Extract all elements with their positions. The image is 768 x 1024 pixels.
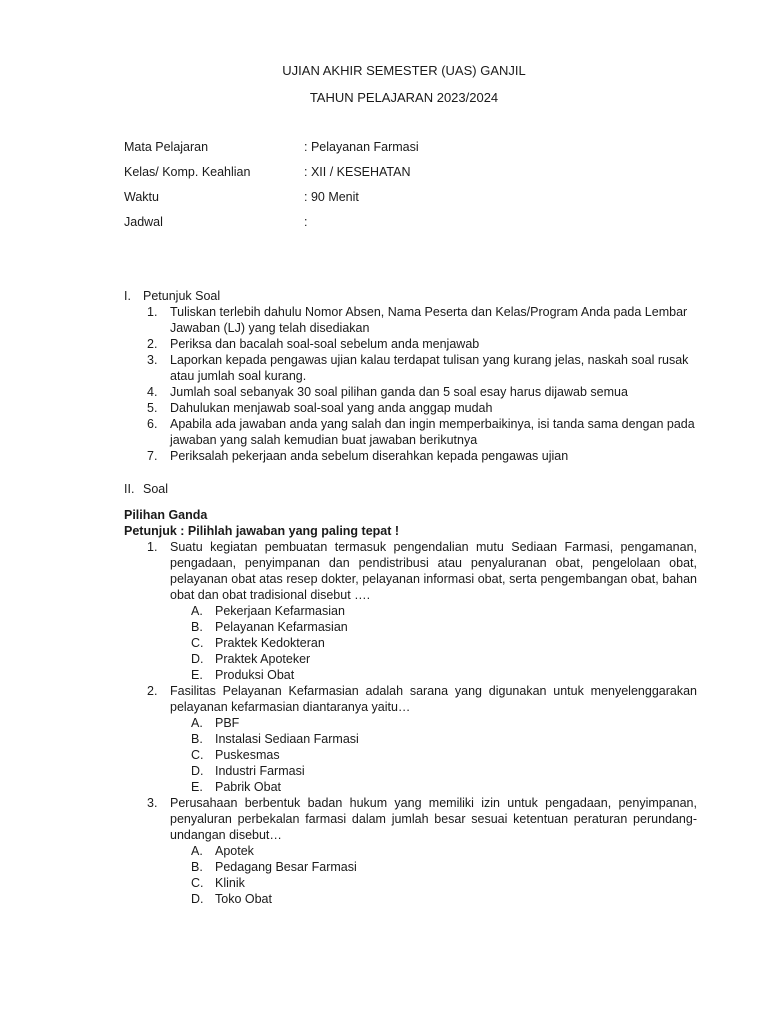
option-letter: A. [191, 716, 203, 730]
answer-option [124, 651, 697, 667]
answer-option [124, 891, 697, 907]
answer-option [124, 859, 697, 875]
list-item: 3. Laporkan kepada pengawas ujian kalau terdapat tulisan yang kurang jelas, naskah soal rusak atau jumlah soal kurang. [147, 353, 689, 383]
section-number: I. [124, 289, 131, 303]
option-text: Apotek [215, 844, 254, 858]
academic-year: TAHUN PELAJARAN 2023/2024 [309, 90, 499, 105]
info-label: Mata Pelajaran [124, 140, 209, 154]
question-number: 3. [147, 796, 158, 810]
answer-option [124, 875, 697, 891]
question-item [124, 539, 697, 683]
info-label: Jadwal [124, 215, 163, 229]
answer-option [124, 667, 697, 683]
question-text: Perusahaan berbentuk badan hukum yang memiliki izin untuk pengadaan, penyimpanan, penyaluran perbekalan farmasi dalam jumlah besar sesuai ketentuan peraturan perundang-undangan disebut… [170, 796, 697, 842]
section-title: Petunjuk Soal [143, 289, 221, 303]
option-letter: A. [191, 604, 203, 618]
question-text: Fasilitas Pelayanan Kefarmasian adalah sarana yang digunakan untuk menyelenggarakan pelayanan kefarmasian diantaranya yaitu… [170, 684, 697, 714]
option-list [170, 603, 697, 683]
info-value: : [304, 215, 308, 229]
option-text: Industri Farmasi [215, 764, 305, 778]
option-text: Puskesmas [215, 748, 280, 762]
instruction-text: Periksa dan bacalah soal-soal sebelum anda menjawab [170, 337, 480, 351]
answer-option [124, 731, 697, 747]
instruction-text: Dahulukan menjawab soal-soal yang anda anggap mudah [170, 401, 493, 415]
answer-option [124, 779, 697, 795]
list-item: 4. Jumlah soal sebanyak 30 soal pilihan ganda dan 5 soal esay harus dijawab semua [147, 385, 628, 399]
instruction-text: Jumlah soal sebanyak 30 soal pilihan ganda dan 5 soal esay harus dijawab semua [170, 385, 628, 399]
multiple-choice-heading: Pilihan Ganda [124, 508, 208, 522]
option-text: Instalasi Sediaan Farmasi [215, 732, 359, 746]
section-number: II. [124, 482, 135, 496]
section-title: Soal [143, 482, 169, 496]
instruction-text: Tuliskan terlebih dahulu Nomor Absen, Nama Peserta dan Kelas/Program Anda pada Lembar Jawaban (LJ) yang telah disediakan [170, 305, 688, 335]
instructions-section [124, 288, 697, 464]
section-heading [124, 288, 697, 304]
info-label: Waktu [124, 190, 159, 204]
list-item: 5. Dahulukan menjawab soal-soal yang anda anggap mudah [147, 401, 493, 415]
option-text: Pelayanan Kefarmasian [215, 620, 348, 634]
option-list [170, 715, 697, 795]
list-item: 7. Periksalah pekerjaan anda sebelum diserahkan kepada pengawas ujian [147, 449, 569, 463]
answer-option [124, 635, 697, 651]
option-list [170, 843, 697, 907]
option-text: Pedagang Besar Farmasi [215, 860, 357, 874]
answer-option [124, 715, 697, 731]
option-text: Pabrik Obat [215, 780, 282, 794]
option-text: Produksi Obat [215, 668, 295, 682]
list-item: 6. Apabila ada jawaban anda yang salah dan ingin memperbaikinya, isi tanda sama dengan pada jawaban yang salah kemudian buat jawaban berikutnya [147, 417, 695, 447]
option-text: Toko Obat [215, 892, 272, 906]
question-text: Suatu kegiatan pembuatan termasuk pengendalian mutu Sediaan Farmasi, pengamanan, pengadaan, penyimpanan dan pendistribusi atau penyaluranan obat, pengelolaan obat, pelayanan obat atas resep dokter, pelayanan informasi obat, serta pengembangan obat, bahan obat dan obat tradisional disebut …. [170, 540, 697, 602]
question-item [124, 683, 697, 795]
answer-option [124, 603, 697, 619]
option-letter: B. [191, 620, 203, 634]
option-text: Klinik [215, 876, 245, 890]
instruction-text: Laporkan kepada pengawas ujian kalau terdapat tulisan yang kurang jelas, naskah soal rusak atau jumlah soal kurang. [170, 353, 689, 383]
instruction-list [124, 304, 697, 464]
instruction-text: Periksalah pekerjaan anda sebelum diserahkan kepada pengawas ujian [170, 449, 569, 463]
option-letter: D. [191, 892, 204, 906]
answer-directive: Petunjuk : Pilihlah jawaban yang paling tepat ! [124, 524, 400, 538]
info-value: : Pelayanan Farmasi [304, 140, 419, 154]
exam-title: UJIAN AKHIR SEMESTER (UAS) GANJIL [282, 63, 526, 78]
answer-option [124, 619, 697, 635]
option-text: Pekerjaan Kefarmasian [215, 604, 345, 618]
option-letter: D. [191, 764, 204, 778]
answer-option [124, 747, 697, 763]
option-letter: E. [191, 780, 203, 794]
option-letter: B. [191, 732, 203, 746]
info-value: : 90 Menit [304, 190, 359, 204]
section-heading [124, 481, 697, 497]
option-letter: C. [191, 876, 204, 890]
question-list [124, 539, 697, 907]
option-letter: C. [191, 748, 204, 762]
option-text: Praktek Apoteker [215, 652, 311, 666]
list-item: 1. Tuliskan terlebih dahulu Nomor Absen, Nama Peserta dan Kelas/Program Anda pada Lembar Jawaban (LJ) yang telah disediakan [147, 305, 688, 335]
questions-section [124, 481, 697, 907]
answer-option [124, 763, 697, 779]
info-label: Kelas/ Komp. Keahlian [124, 165, 251, 179]
question-item [124, 795, 697, 907]
question-number: 2. [147, 684, 158, 698]
instruction-text: Apabila ada jawaban anda yang salah dan ingin memperbaikinya, isi tanda sama dengan pada jawaban yang salah kemudian buat jawaban berikutnya [170, 417, 695, 447]
list-item: 2. Periksa dan bacalah soal-soal sebelum anda menjawab [147, 337, 480, 351]
option-text: PBF [215, 716, 240, 730]
info-value: : XII / KESEHATAN [304, 165, 411, 179]
answer-option [124, 843, 697, 859]
option-letter: D. [191, 652, 204, 666]
option-letter: B. [191, 860, 203, 874]
option-letter: A. [191, 844, 203, 858]
option-letter: E. [191, 668, 203, 682]
question-number: 1. [147, 540, 158, 554]
option-text: Praktek Kedokteran [215, 636, 325, 650]
option-letter: C. [191, 636, 204, 650]
